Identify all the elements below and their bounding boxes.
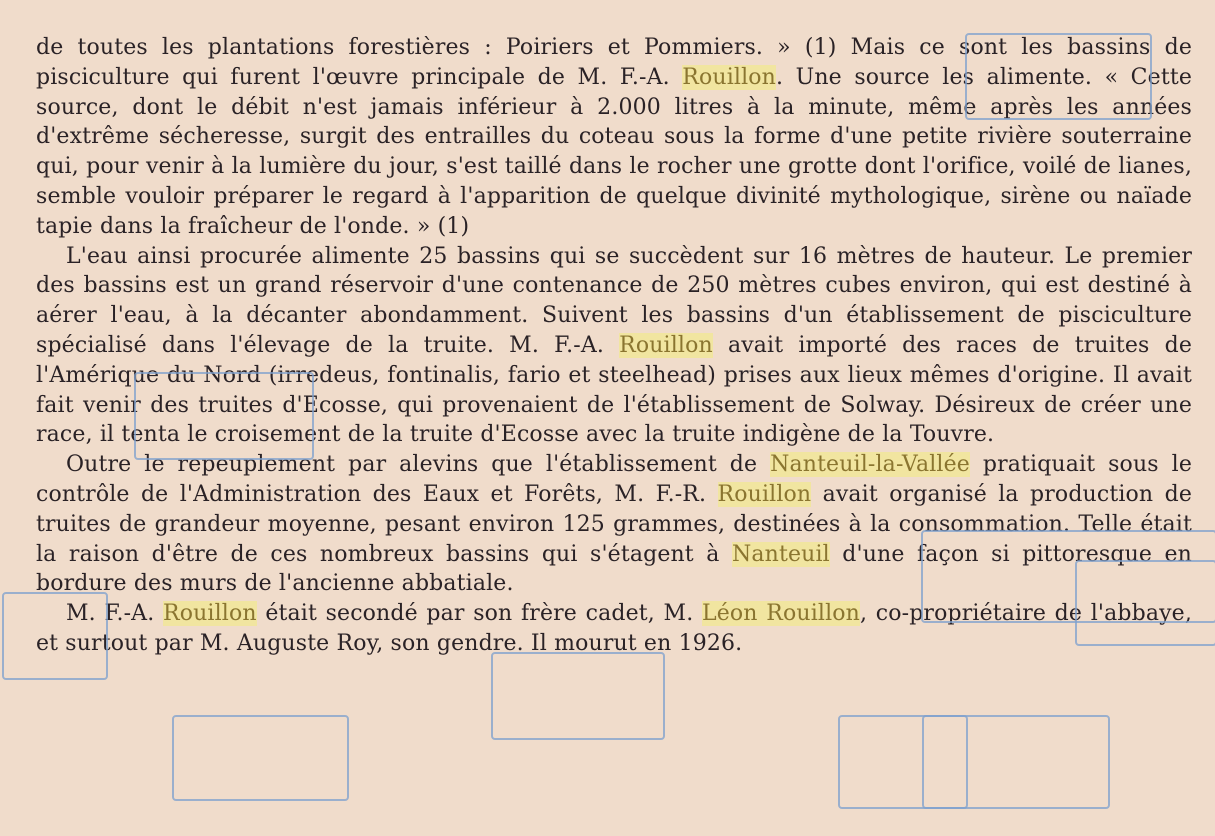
text-run: était secondé par son frère cadet, M. [256,601,702,627]
selection-box [491,652,665,740]
highlighted-name: Nanteuil-la-Vallée [770,452,970,478]
selection-box [172,715,349,801]
highlighted-name: Nanteuil [731,541,830,567]
highlighted-name: Rouillon [619,332,713,358]
text-run: Outre le repeuplement par alevins que l'établissement de [66,452,771,478]
text-run: , co-propriétaire de l'abbaye, et surtout par M. Auguste Roy, son gendre. Il mourut en 1926. [36,601,1192,656]
text-run: de toutes les plantations forestières : Poiriers et Pommiers. » (1) Mais ce sont les bassins de pisciculture qui furent l'œuvre principale de M. F.-A. [36,35,1192,90]
text-run: L'eau ainsi procurée alimente 25 bassins qui se succèdent sur 16 mètres de hauteur. Le premier des bassins est un grand réservoir d'une contenance de 250 mètres cubes environ, qui est destiné à aérer l'eau, à la décanter abondamment. Suivent les bassins d'un établissement de pisciculture spécialisé dans l'élevage de la truite. M. F.-A. [36,243,1192,358]
selection-box [922,715,1110,809]
text-run: . Une source les alimente. « Cette source, dont le débit n'est jamais inférieur à 2.000 litres à la minute, même après les années d'extrême sécheresse, surgit des entrailles du coteau sous la forme d'une petite rivière souterraine qui, pour venir à la lumière du jour, s'est taillé dans le rocher une grotte dont l'orifice, voilé de lianes, semble vouloir préparer le regard à l'apparition de quelque divinité mythologique, sirène ou naïade tapie dans la fraîcheur de l'onde. » (1) [36,64,1192,239]
text-run: d'une façon si pittoresque en bordure des murs de l'ancienne abbatiale. [36,541,1193,597]
paragraph-2 [36,242,1192,451]
paragraph-3 [36,450,1192,599]
highlighted-name: Léon Rouillon [701,601,860,627]
text-run: M. F.-A. [66,601,163,627]
paragraph-1 [36,33,1192,242]
highlighted-name: Rouillon [717,481,812,507]
selection-box [838,715,968,809]
text-run: avait organisé la production de truites de grandeur moyenne, pesant environ 125 grammes, destinées à la consommation. Telle était la raison d'être de ces nombreux bassins qui s'étagent à [36,481,1192,567]
text-run: pratiquait sous le contrôle de l'Administration des Eaux et Forêts, M. F.-R. [36,452,1192,507]
paragraph-4 [36,599,1192,659]
highlighted-name: Rouillon [163,601,257,627]
highlighted-name: Rouillon [682,64,776,90]
document-page [36,33,1192,659]
text-run: avait importé des races de truites de l'Amérique du Nord (irredeus, fontinalis, fario et steelhead) prises aux lieux mêmes d'origine. Il avait fait venir des truites d'Ecosse, qui provenaient de l'établissement de Solway. Désireux de créer une race, il tenta le croisement de la truite d'Ecosse avec la truite indigène de la Touvre. [36,332,1192,448]
